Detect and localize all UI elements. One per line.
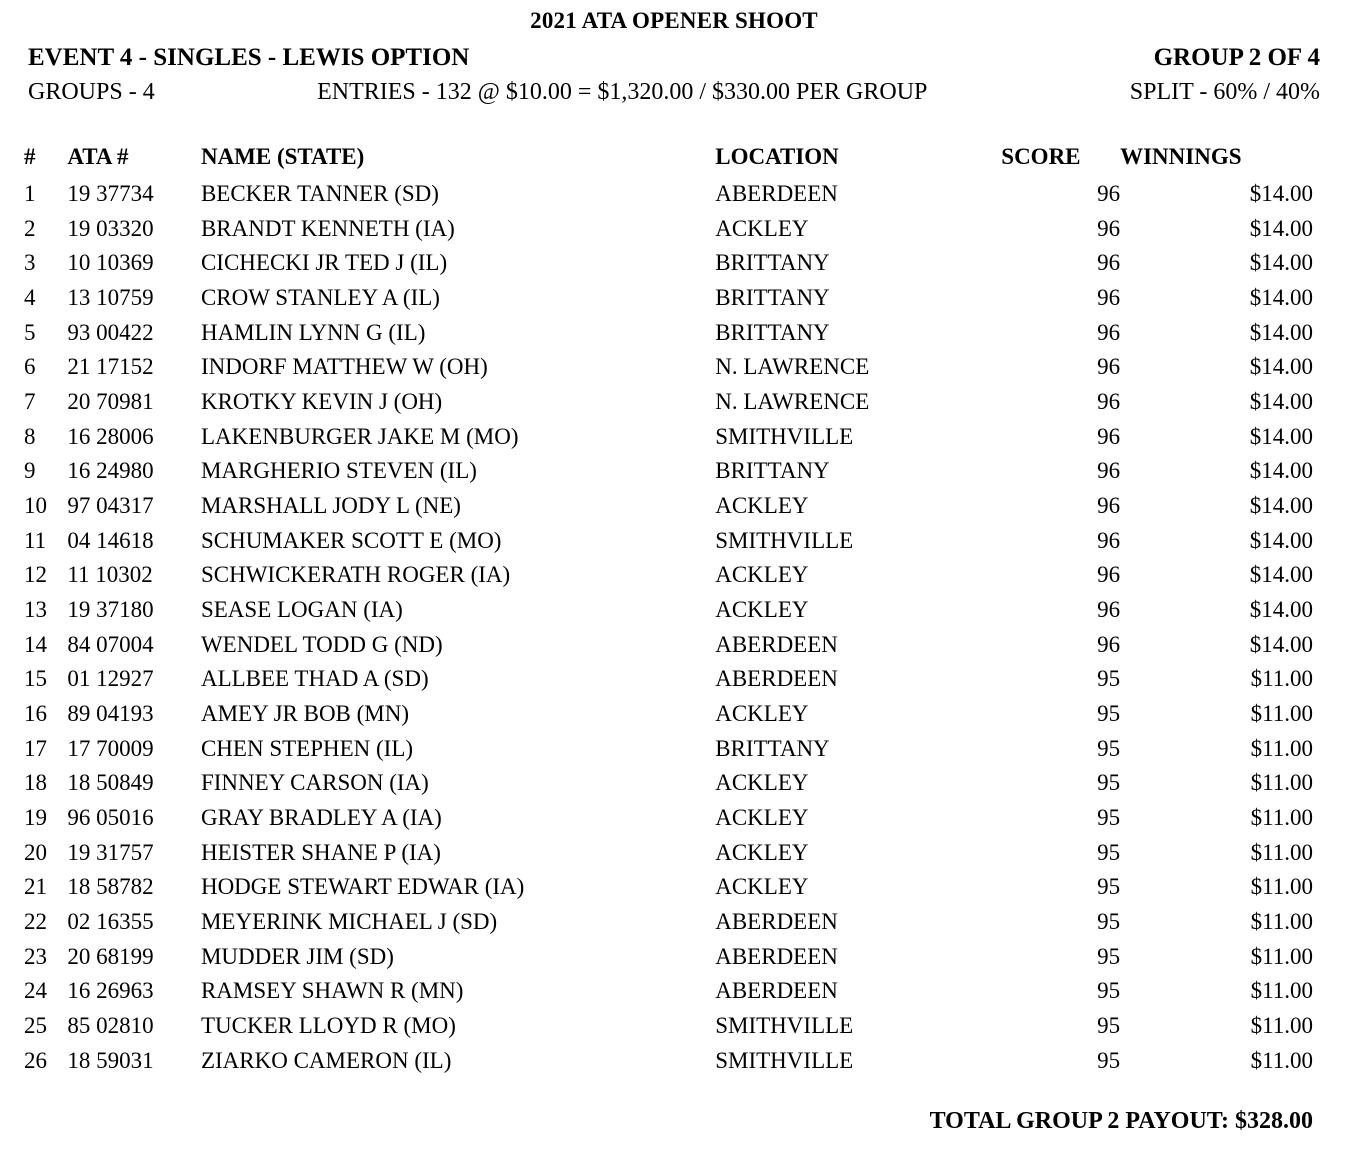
cell-name: RAMSEY SHAWN R (MN) (200, 978, 464, 1004)
cell-winnings: $14.00 (1249, 423, 1313, 449)
cell-name: KROTKY KEVIN J (OH) (200, 389, 443, 415)
table-row (0, 940, 1348, 975)
event-header (0, 44, 1348, 72)
cell-score: 95 (1097, 839, 1121, 865)
cell-num: 1 (24, 181, 36, 206)
cell-location: ACKLEY (715, 701, 809, 727)
table-row (0, 489, 1348, 524)
cell-winnings: $14.00 (1249, 562, 1313, 588)
cell-score: 96 (1097, 631, 1121, 657)
cell-ata: 18 59031 (67, 1047, 154, 1073)
table-header-row (0, 144, 1348, 177)
cell-name: HAMLIN LYNN G (IL) (200, 319, 426, 345)
table-row (0, 836, 1348, 871)
cell-score: 96 (1097, 354, 1121, 380)
table-row (0, 420, 1348, 455)
table-row (0, 870, 1348, 905)
cell-name: MARGHERIO STEVEN (IL) (200, 458, 477, 484)
cell-location: SMITHVILLE (715, 1013, 854, 1039)
cell-ata: 20 70981 (67, 389, 154, 415)
cell-winnings: $14.00 (1249, 458, 1313, 484)
cell-num: 12 (24, 562, 47, 588)
total-payout: TOTAL GROUP 2 PAYOUT: $328.00 (929, 1108, 1313, 1135)
cell-location: ACKLEY (715, 215, 809, 241)
cell-winnings: $11.00 (1250, 839, 1313, 865)
split-summary: SPLIT - 60% / 40% (1129, 79, 1320, 105)
cell-winnings: $14.00 (1249, 250, 1313, 276)
cell-winnings: $14.00 (1249, 285, 1313, 311)
cell-ata: 89 04193 (67, 701, 154, 727)
table-row (0, 350, 1348, 385)
cell-name: GRAY BRADLEY A (IA) (200, 805, 442, 831)
cell-winnings: $11.00 (1250, 701, 1313, 727)
cell-location: BRITTANY (715, 458, 830, 484)
event-title: EVENT 4 - SINGLES - LEWIS OPTION (28, 44, 470, 71)
cell-ata: 04 14618 (67, 527, 154, 553)
cell-num: 21 (24, 874, 47, 900)
cell-num: 16 (24, 701, 47, 727)
cell-num: 25 (24, 1013, 47, 1039)
cell-score: 96 (1097, 319, 1121, 345)
cell-winnings: $14.00 (1249, 389, 1313, 415)
cell-winnings: $11.00 (1250, 735, 1313, 761)
cell-location: ACKLEY (715, 562, 809, 588)
header-name: NAME (STATE) (200, 144, 365, 169)
cell-winnings: $11.00 (1250, 874, 1313, 900)
cell-location: ABERDEEN (715, 909, 838, 935)
cell-score: 96 (1097, 458, 1121, 484)
table-row (0, 246, 1348, 281)
cell-name: INDORF MATTHEW W (OH) (200, 354, 488, 380)
cell-ata: 16 24980 (67, 458, 154, 484)
cell-num: 23 (24, 943, 47, 969)
cell-name: FINNEY CARSON (IA) (200, 770, 429, 796)
cell-score: 96 (1097, 215, 1121, 241)
table-row (0, 212, 1348, 247)
cell-name: MARSHALL JODY L (NE) (200, 493, 461, 519)
cell-ata: 97 04317 (67, 493, 154, 519)
cell-location: SMITHVILLE (715, 1047, 854, 1073)
cell-score: 95 (1097, 943, 1121, 969)
cell-ata: 17 70009 (67, 735, 154, 761)
cell-winnings: $14.00 (1249, 319, 1313, 345)
cell-name: WENDEL TODD G (ND) (200, 631, 443, 657)
cell-location: ACKLEY (715, 874, 809, 900)
cell-winnings: $11.00 (1250, 1013, 1313, 1039)
cell-num: 5 (24, 319, 36, 345)
cell-location: ABERDEEN (715, 943, 838, 969)
cell-score: 95 (1097, 1047, 1121, 1073)
cell-name: LAKENBURGER JAKE M (MO) (200, 423, 519, 449)
cell-location: ABERDEEN (715, 978, 838, 1004)
cell-name: SCHUMAKER SCOTT E (MO) (200, 527, 502, 553)
table-row (0, 974, 1348, 1009)
cell-ata: 85 02810 (67, 1013, 154, 1039)
cell-name: AMEY JR BOB (MN) (200, 701, 410, 727)
cell-name: ALLBEE THAD A (SD) (200, 666, 429, 692)
cell-winnings: $14.00 (1249, 354, 1313, 380)
cell-num: 19 (24, 805, 47, 831)
cell-location: SMITHVILLE (715, 527, 854, 553)
results-table (0, 144, 1348, 1078)
table-row (0, 732, 1348, 767)
cell-winnings: $11.00 (1250, 909, 1313, 935)
cell-num: 9 (24, 458, 36, 484)
cell-num: 8 (24, 423, 36, 449)
cell-location: ACKLEY (715, 770, 809, 796)
cell-score: 95 (1097, 978, 1121, 1004)
table-row (0, 281, 1348, 316)
cell-location: ABERDEEN (715, 631, 838, 657)
cell-name: CROW STANLEY A (IL) (200, 285, 440, 311)
cell-name: MEYERINK MICHAEL J (SD) (200, 909, 498, 935)
cell-name: TUCKER LLOYD R (MO) (200, 1013, 456, 1039)
cell-ata: 11 10302 (67, 562, 153, 588)
cell-score: 96 (1097, 389, 1121, 415)
cell-name: HEISTER SHANE P (IA) (200, 839, 441, 865)
cell-location: BRITTANY (715, 250, 830, 276)
table-row (0, 697, 1348, 732)
results-body (0, 177, 1348, 1078)
cell-num: 10 (24, 493, 47, 519)
cell-num: 2 (24, 215, 36, 241)
cell-winnings: $14.00 (1249, 597, 1313, 623)
cell-ata: 20 68199 (67, 943, 154, 969)
cell-ata: 16 28006 (67, 423, 154, 449)
page-title: 2021 ATA OPENER SHOOT (530, 8, 818, 33)
cell-ata: 21 17152 (67, 354, 154, 380)
cell-location: ACKLEY (715, 493, 809, 519)
cell-num: 17 (24, 735, 47, 761)
cell-winnings: $11.00 (1250, 943, 1313, 969)
cell-score: 95 (1097, 805, 1121, 831)
cell-name: SCHWICKERATH ROGER (IA) (200, 562, 511, 588)
cell-score: 96 (1097, 562, 1121, 588)
cell-winnings: $14.00 (1249, 215, 1313, 241)
cell-ata: 01 12927 (67, 666, 154, 692)
table-row (0, 662, 1348, 697)
cell-num: 4 (24, 285, 36, 311)
table-row (0, 766, 1348, 801)
cell-score: 95 (1097, 735, 1121, 761)
cell-location: ACKLEY (715, 597, 809, 623)
results-page (0, 8, 1348, 1173)
cell-name: BECKER TANNER (SD) (200, 181, 439, 206)
cell-name: CHEN STEPHEN (IL) (200, 735, 414, 761)
cell-num: 20 (24, 839, 47, 865)
cell-winnings: $11.00 (1250, 770, 1313, 796)
cell-num: 22 (24, 909, 47, 935)
cell-ata: 19 31757 (67, 839, 154, 865)
cell-location: ACKLEY (715, 805, 809, 831)
header-num: # (24, 144, 36, 169)
cell-location: SMITHVILLE (715, 423, 854, 449)
table-row (0, 1009, 1348, 1044)
cell-location: ABERDEEN (715, 666, 838, 692)
cell-ata: 19 03320 (67, 215, 154, 241)
groups-count: GROUPS - 4 (28, 79, 155, 105)
cell-ata: 18 58782 (67, 874, 154, 900)
cell-num: 24 (24, 978, 47, 1004)
cell-ata: 16 26963 (67, 978, 154, 1004)
cell-ata: 19 37180 (67, 597, 154, 623)
cell-ata: 19 37734 (67, 181, 154, 206)
event-subheader (0, 79, 1348, 106)
table-row (0, 801, 1348, 836)
cell-num: 15 (24, 666, 47, 692)
cell-num: 26 (24, 1047, 47, 1073)
cell-location: BRITTANY (715, 735, 830, 761)
cell-location: BRITTANY (715, 319, 830, 345)
header-winnings: WINNINGS (1120, 144, 1242, 169)
cell-name: CICHECKI JR TED J (IL) (200, 250, 448, 276)
table-row (0, 316, 1348, 351)
cell-winnings: $14.00 (1249, 631, 1313, 657)
cell-num: 13 (24, 597, 47, 623)
table-row (0, 1044, 1348, 1079)
cell-ata: 13 10759 (67, 285, 154, 311)
header-score: SCORE (1001, 144, 1081, 169)
table-row (0, 593, 1348, 628)
cell-score: 96 (1097, 285, 1121, 311)
cell-name: HODGE STEWART EDWAR (IA) (200, 874, 525, 900)
entries-summary: ENTRIES - 132 @ $10.00 = $1,320.00 / $330.00 PER GROUP (317, 79, 928, 105)
cell-score: 96 (1097, 527, 1121, 553)
cell-winnings: $14.00 (1249, 527, 1313, 553)
cell-location: N. LAWRENCE (715, 389, 870, 415)
header-ata: ATA # (67, 144, 129, 169)
cell-num: 7 (24, 389, 36, 415)
cell-score: 95 (1097, 874, 1121, 900)
cell-num: 11 (24, 527, 47, 553)
cell-num: 6 (24, 354, 36, 380)
cell-location: N. LAWRENCE (715, 354, 870, 380)
cell-location: ABERDEEN (715, 181, 838, 206)
cell-ata: 96 05016 (67, 805, 154, 831)
cell-name: BRANDT KENNETH (IA) (200, 215, 455, 241)
cell-num: 18 (24, 770, 47, 796)
cell-score: 95 (1097, 770, 1121, 796)
cell-score: 95 (1097, 1013, 1121, 1039)
cell-winnings: $11.00 (1250, 978, 1313, 1004)
table-row (0, 628, 1348, 663)
cell-location: BRITTANY (715, 285, 830, 311)
cell-ata: 93 00422 (67, 319, 154, 345)
cell-location: ACKLEY (715, 839, 809, 865)
group-indicator: GROUP 2 OF 4 (1153, 44, 1320, 71)
cell-ata: 84 07004 (67, 631, 154, 657)
cell-num: 14 (24, 631, 47, 657)
cell-num: 3 (24, 250, 36, 276)
cell-ata: 10 10369 (67, 250, 154, 276)
cell-score: 95 (1097, 666, 1121, 692)
table-row (0, 454, 1348, 489)
cell-score: 95 (1097, 701, 1121, 727)
cell-winnings: $11.00 (1250, 805, 1313, 831)
cell-name: ZIARKO CAMERON (IL) (200, 1047, 452, 1073)
cell-winnings: $14.00 (1249, 181, 1313, 206)
cell-score: 96 (1097, 181, 1121, 206)
cell-winnings: $11.00 (1250, 666, 1313, 692)
table-row (0, 177, 1348, 212)
cell-winnings: $11.00 (1250, 1047, 1313, 1073)
table-row (0, 905, 1348, 940)
cell-score: 96 (1097, 423, 1121, 449)
cell-score: 96 (1097, 250, 1121, 276)
table-row (0, 558, 1348, 593)
header-location: LOCATION (715, 144, 839, 169)
table-row (0, 385, 1348, 420)
table-row (0, 524, 1348, 559)
cell-ata: 18 50849 (67, 770, 154, 796)
cell-ata: 02 16355 (67, 909, 154, 935)
cell-name: SEASE LOGAN (IA) (200, 597, 403, 623)
cell-winnings: $14.00 (1249, 493, 1313, 519)
cell-score: 96 (1097, 493, 1121, 519)
cell-score: 95 (1097, 909, 1121, 935)
cell-score: 96 (1097, 597, 1121, 623)
cell-name: MUDDER JIM (SD) (200, 943, 394, 969)
